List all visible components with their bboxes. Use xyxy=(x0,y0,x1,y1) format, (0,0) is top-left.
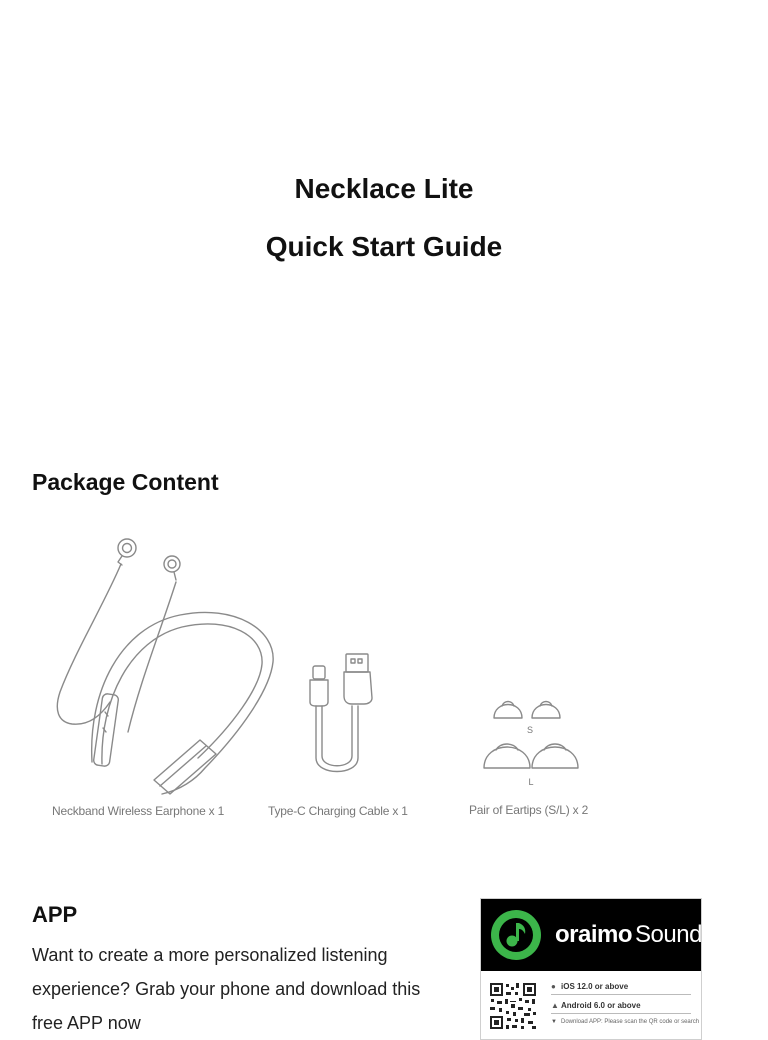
ios-requirement xyxy=(551,982,691,995)
android-requirement-text: Android 6.0 or above xyxy=(561,1001,641,1010)
document-title: Necklace Lite xyxy=(294,173,474,204)
app-heading: APP xyxy=(32,902,78,927)
neckband-earphone-illustration xyxy=(50,532,285,800)
neckband-earphone-caption: Neckband Wireless Earphone x 1 xyxy=(52,804,225,818)
app-brand-banner xyxy=(481,899,701,971)
eartip-size-small-label: S xyxy=(526,725,534,735)
eartips-illustration xyxy=(480,690,584,790)
android-requirement xyxy=(551,1001,691,1014)
download-icon: ▼ xyxy=(551,1019,557,1025)
music-note-icon xyxy=(490,909,542,961)
eartips-caption: Pair of Eartips (S/L) x 2 xyxy=(469,803,589,817)
package-content-heading: Package Content xyxy=(32,469,219,495)
apple-icon: ● xyxy=(551,982,556,991)
eartip-size-large-label: L xyxy=(528,777,534,787)
type-c-cable-caption: Type-C Charging Cable x 1 xyxy=(268,804,408,818)
app-download-card xyxy=(480,898,702,1040)
brand-name xyxy=(555,921,702,949)
document-subtitle: Quick Start Guide xyxy=(265,231,503,262)
brand-main-text: oraimo xyxy=(555,921,633,948)
brand-sub-text: Sound xyxy=(635,921,702,948)
app-description: Want to create a more personalized listening experience? Grab your phone and download this free APP now xyxy=(32,945,421,1033)
ios-requirement-text: iOS 12.0 or above xyxy=(561,982,629,991)
download-instruction-text: Download APP: Please scan the QR code or search xyxy=(561,1019,700,1025)
android-icon: ▲ xyxy=(551,1001,559,1010)
type-c-cable-illustration xyxy=(300,650,380,785)
